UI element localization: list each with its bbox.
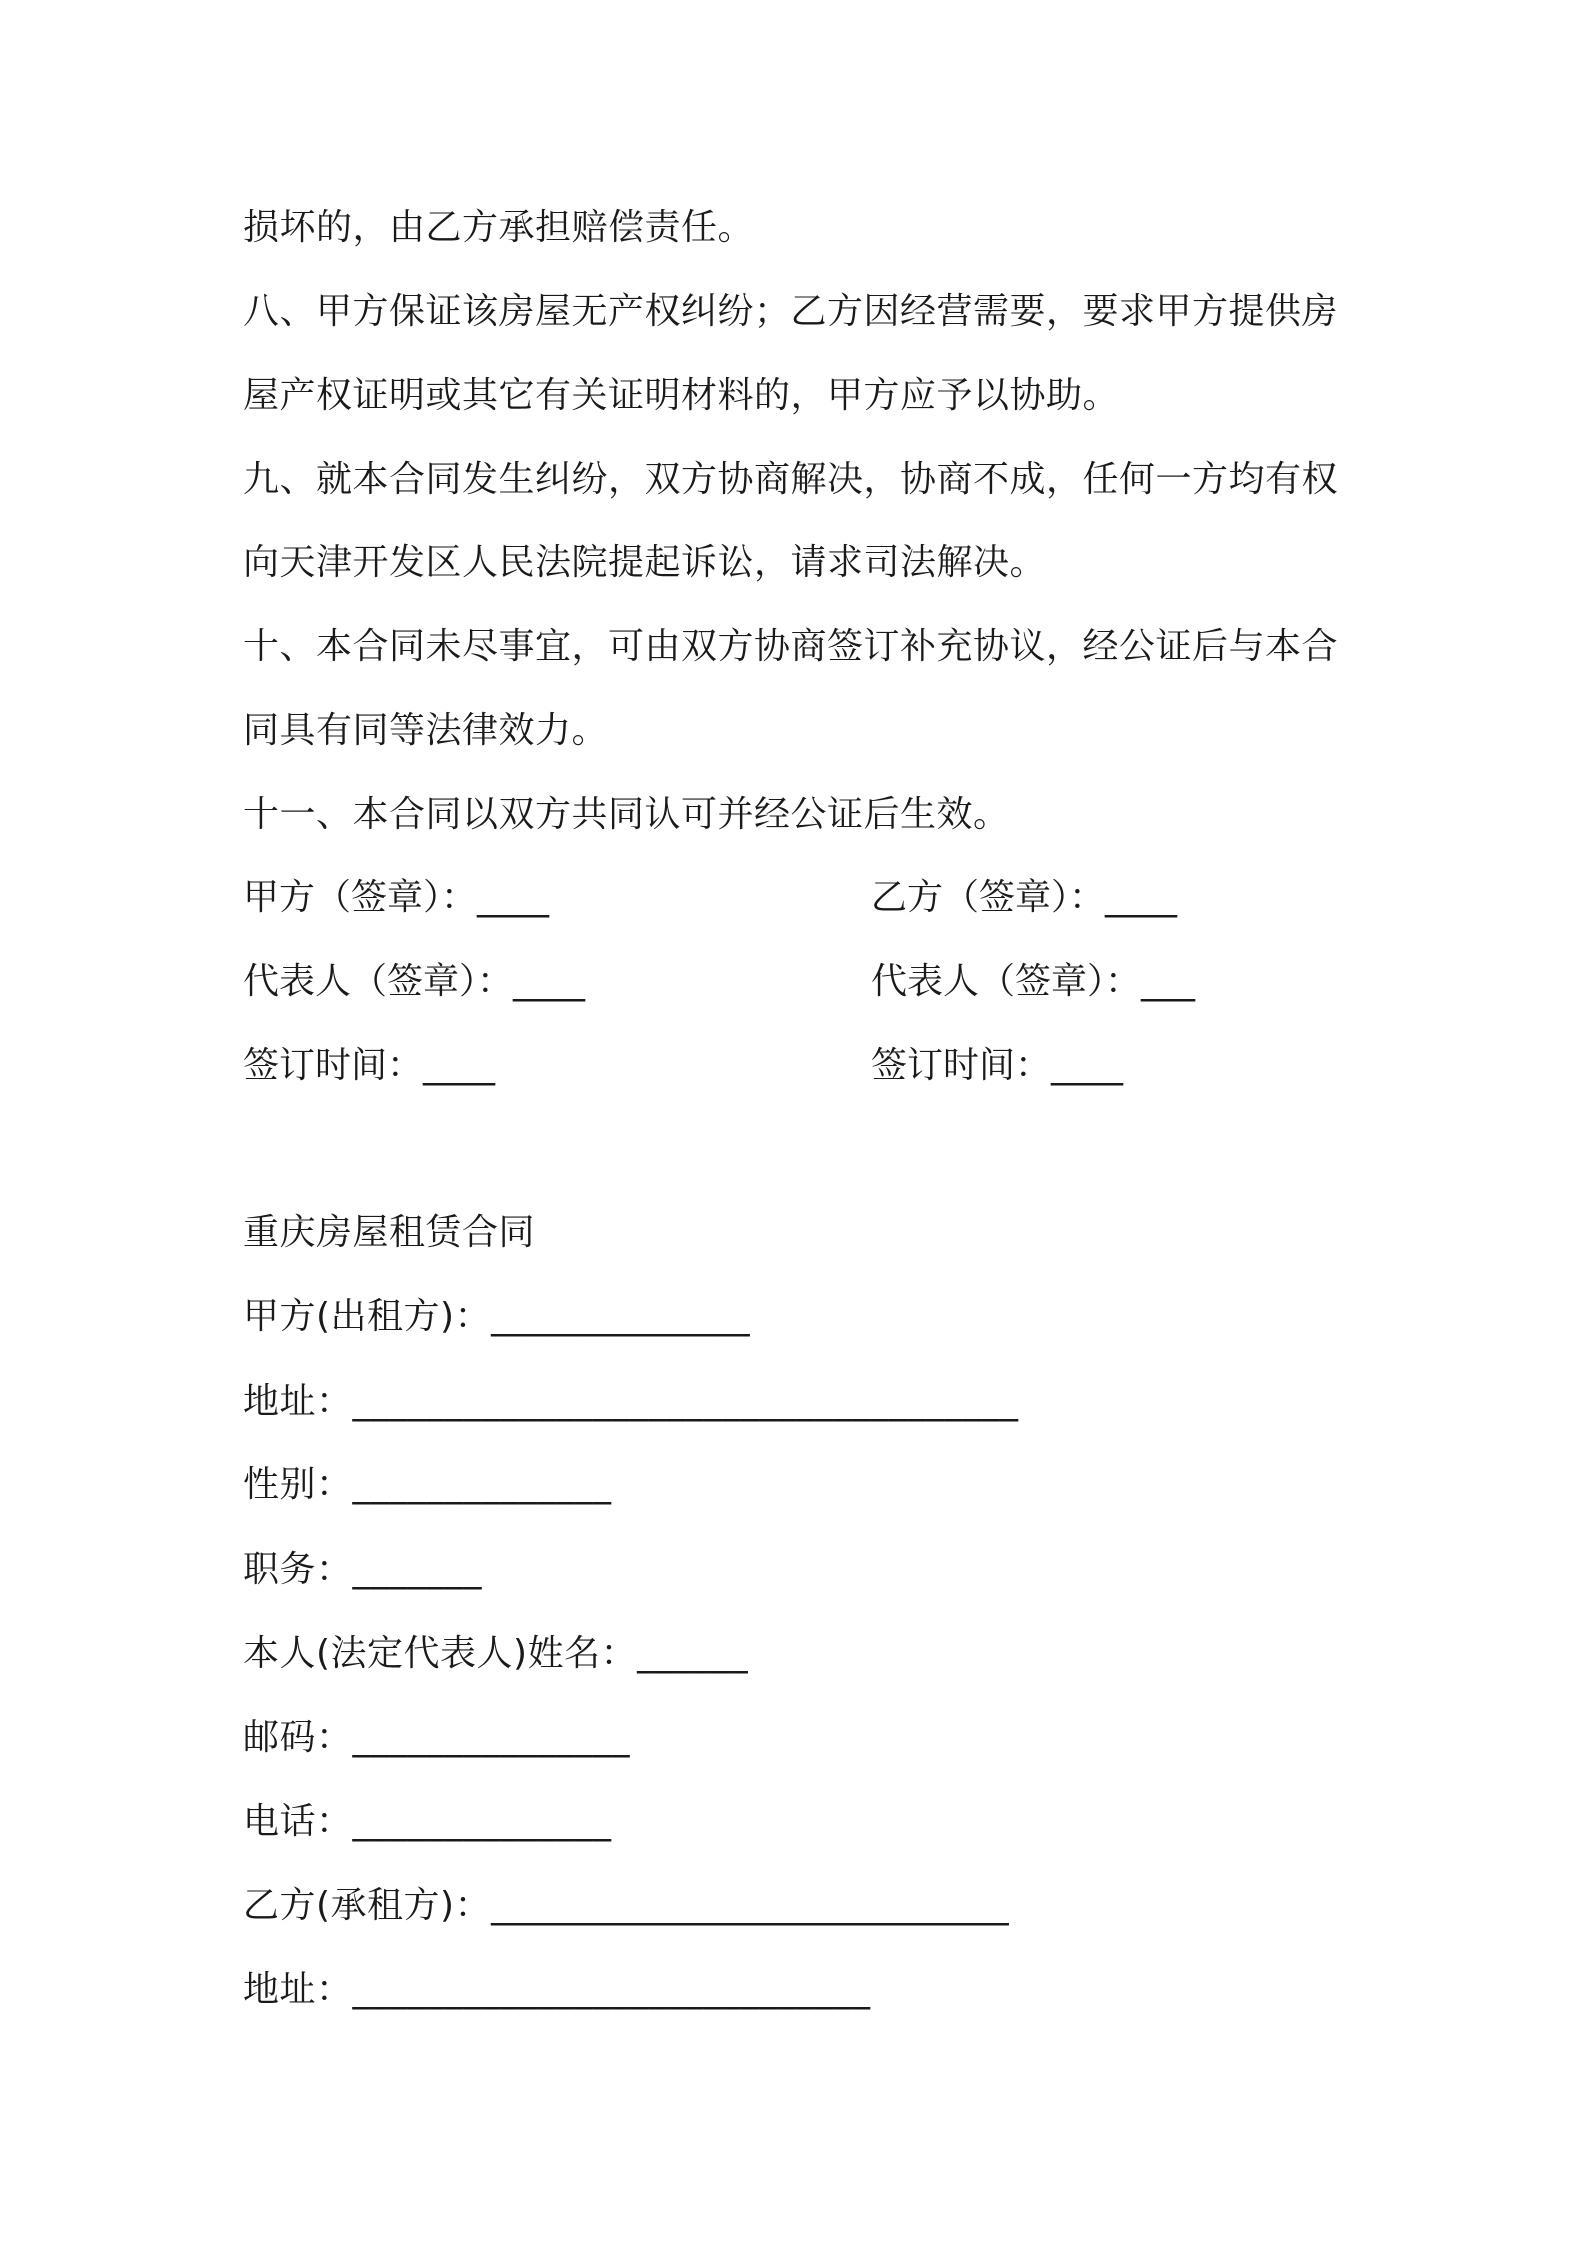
position-field: 职务：_______ [243,1549,483,1590]
party-a-sign-date: 签订时间：____ [243,1045,496,1086]
postcode-field: 邮码：_______________ [243,1717,631,1758]
lessee-address-field: 地址：____________________________ [243,1969,871,2010]
contract-title: 重庆房屋租赁合同 [243,1212,536,1253]
clause-8-line-2: 屋产权证明或其它有关证明材料的，甲方应予以协助。 [243,375,1120,416]
party-a-signature: 甲方（签章）：____ [243,877,550,918]
legal-rep-name-field: 本人(法定代表人)姓名：______ [243,1633,749,1674]
lessor-address-field: 地址：____________________________________ [243,1381,1019,1422]
clause-9-line-1: 九、就本合同发生纠纷，双方协商解决，协商不成，任何一方均有权 [243,459,1339,500]
lessee-field: 乙方(承租方)：____________________________ [243,1885,1010,1926]
clause-11-line: 十一、本合同以双方共同认可并经公证后生效。 [243,794,1010,835]
clause-10-line-1: 十、本合同未尽事宜，可由双方协商签订补充协议，经公证后与本合 [243,626,1339,667]
paragraph-line: 损坏的，由乙方承担赔偿责任。 [243,207,755,248]
party-b-representative: 代表人（签章）：___ [871,961,1196,1002]
gender-field: 性别：______________ [243,1464,612,1505]
clause-10-line-2: 同具有同等法律效力。 [243,710,609,751]
phone-field: 电话：______________ [243,1801,612,1842]
party-b-sign-date: 签订时间：____ [871,1045,1124,1086]
clause-8-line-1: 八、甲方保证该房屋无产权纠纷；乙方因经营需要，要求甲方提供房 [243,291,1339,332]
clause-9-line-2: 向天津开发区人民法院提起诉讼，请求司法解决。 [243,542,1047,583]
lessor-field: 甲方(出租方)：______________ [243,1296,751,1337]
party-b-signature: 乙方（签章）：____ [871,877,1178,918]
party-a-representative: 代表人（签章）：____ [243,961,586,1002]
